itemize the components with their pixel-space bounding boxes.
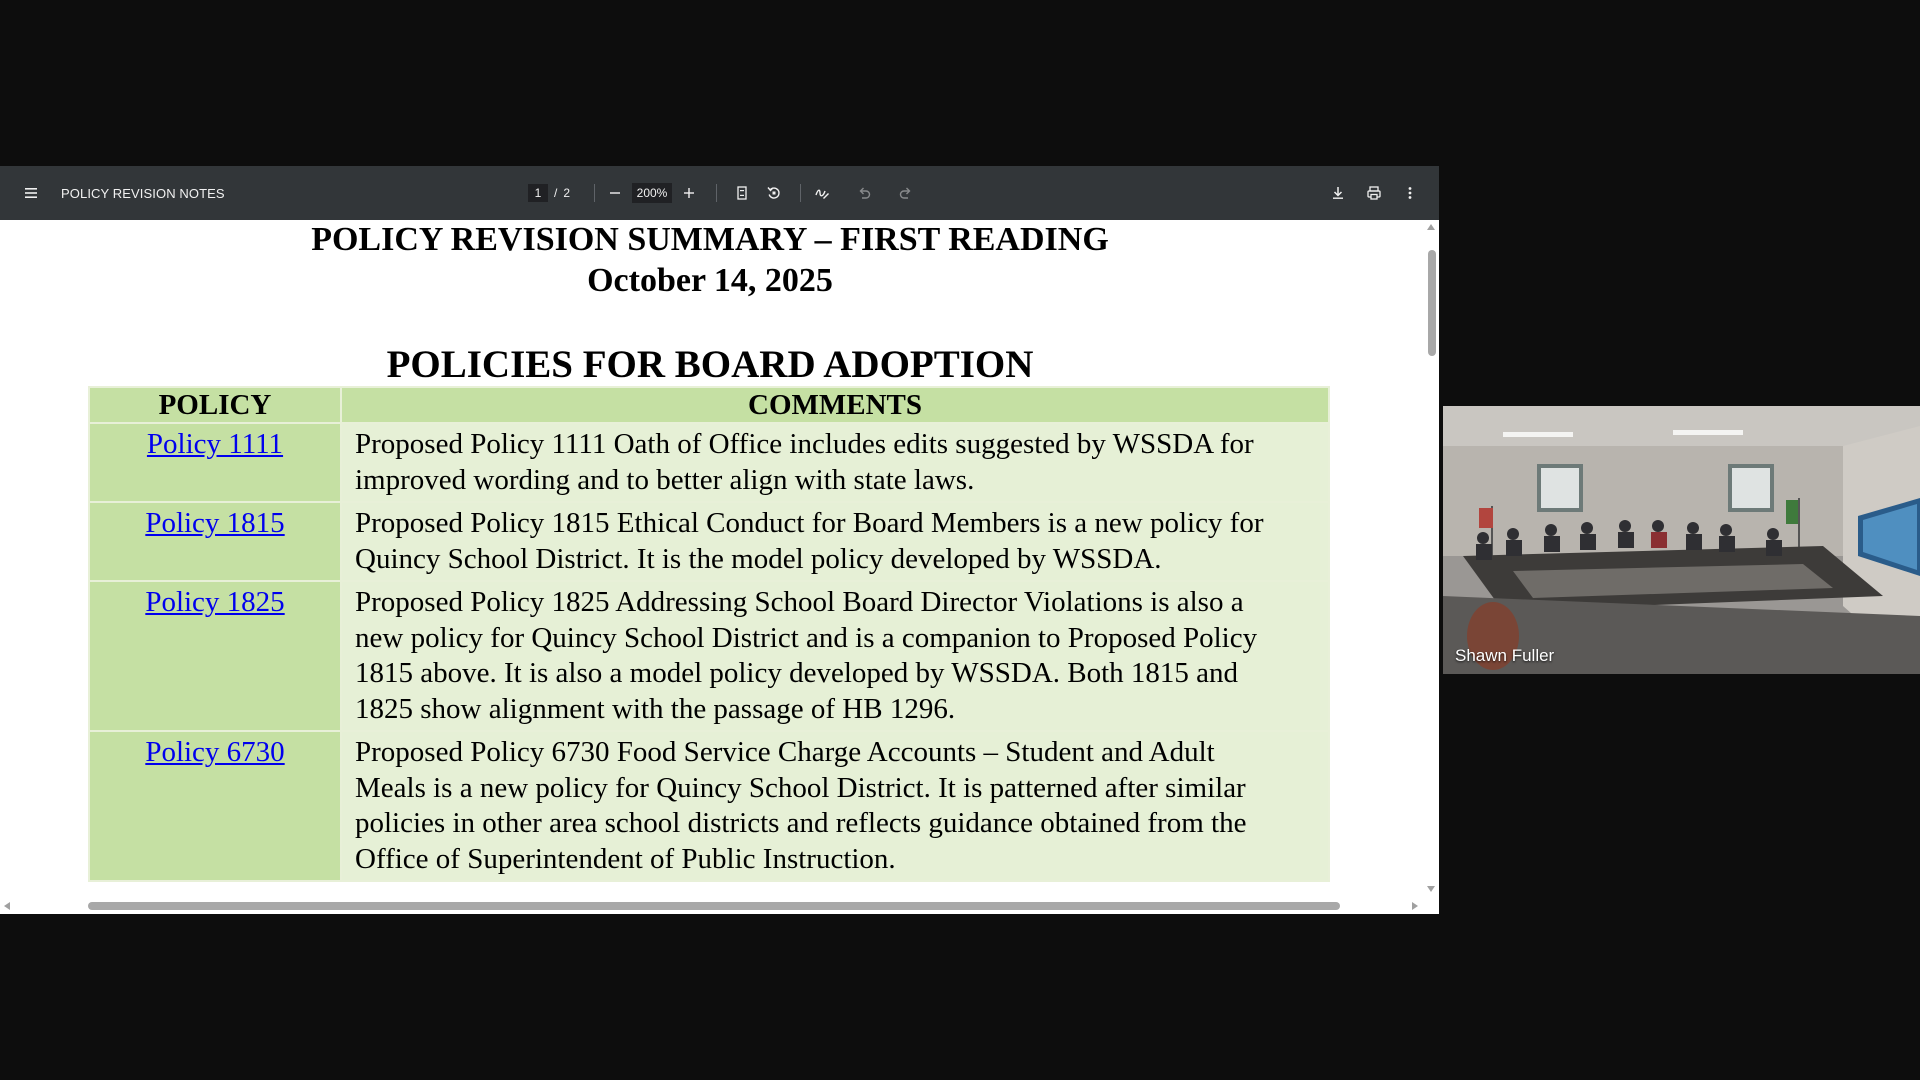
page-total: 2 — [563, 186, 571, 200]
policy-table — [88, 386, 1330, 882]
comment-line: Proposed Policy 1815 Ethical Conduct for Board Members is a new policy for — [355, 507, 1264, 539]
page-separator: / — [554, 186, 558, 200]
pdf-viewer — [0, 166, 1439, 914]
participant-video-tile[interactable] — [1443, 406, 1920, 674]
comment-cell — [341, 731, 1329, 881]
download-icon[interactable] — [1325, 180, 1351, 206]
page-number-input[interactable] — [528, 184, 548, 202]
redo-icon[interactable] — [893, 180, 919, 206]
document-date: October 14, 2025 — [587, 262, 833, 299]
scroll-down-arrow-icon[interactable] — [1427, 886, 1435, 892]
comment-cell — [341, 423, 1329, 502]
table-row — [89, 502, 1329, 581]
table-row — [89, 423, 1329, 502]
document-page — [0, 220, 1424, 896]
policy-link-1825[interactable]: Policy 1825 — [145, 586, 285, 618]
comment-line: Proposed Policy 6730 Food Service Charge Accounts – Student and Adult — [355, 736, 1215, 768]
policy-cell — [89, 502, 341, 581]
scroll-up-arrow-icon[interactable] — [1427, 224, 1435, 230]
comment-line: new policy for Quincy School District and is a companion to Proposed Policy — [355, 621, 1258, 654]
policy-cell — [89, 731, 341, 881]
comment-line: 1825 show alignment with the passage of HB 1296. — [355, 692, 956, 725]
horizontal-scroll-thumb[interactable] — [88, 902, 1340, 910]
zoom-out-icon[interactable] — [602, 180, 628, 206]
zoom-level-input[interactable] — [632, 183, 672, 203]
document-title: POLICY REVISION NOTES — [61, 185, 225, 201]
vertical-scrollbar[interactable] — [1424, 220, 1439, 896]
print-icon[interactable] — [1361, 180, 1387, 206]
section-heading: POLICIES FOR BOARD ADOPTION — [386, 343, 1034, 386]
table-header-row — [89, 387, 1329, 423]
comment-line: Office of Superintendent of Public Instruction. — [355, 842, 896, 875]
undo-icon[interactable] — [851, 180, 877, 206]
policy-link-6730[interactable]: Policy 6730 — [145, 736, 285, 768]
rotate-icon[interactable] — [761, 180, 787, 206]
policy-link-1111[interactable]: Policy 1111 — [146, 428, 284, 460]
comment-line: 1815 above. It is also a model policy developed by WSSDA. Both 1815 and — [355, 657, 1239, 689]
toolbar-divider — [800, 184, 801, 202]
policy-column-header: POLICY — [89, 387, 341, 423]
fit-page-icon[interactable] — [729, 180, 755, 206]
document-title-heading: POLICY REVISION SUMMARY – FIRST READING — [311, 221, 1109, 258]
annotate-icon[interactable] — [809, 180, 835, 206]
policy-cell — [89, 423, 341, 502]
zoom-in-icon[interactable] — [676, 180, 702, 206]
meeting-room-video-image — [1443, 406, 1920, 674]
menu-icon[interactable] — [18, 180, 44, 206]
toolbar-divider — [594, 184, 595, 202]
table-row — [89, 731, 1329, 881]
comment-line: policies in other area school districts and reflects guidance obtained from the — [355, 807, 1247, 839]
scroll-right-arrow-icon[interactable] — [1412, 902, 1418, 910]
comments-column-header: COMMENTS — [341, 387, 1329, 423]
vertical-scroll-thumb[interactable] — [1428, 250, 1436, 356]
comment-line: Meals is a new policy for Quincy School District. It is patterned after similar — [355, 771, 1246, 804]
more-options-icon[interactable] — [1397, 180, 1423, 206]
scroll-left-arrow-icon[interactable] — [4, 902, 10, 910]
horizontal-scrollbar[interactable] — [0, 896, 1424, 914]
participant-name-label: Shawn Fuller — [1455, 646, 1555, 665]
comment-cell — [341, 502, 1329, 581]
pdf-toolbar — [0, 166, 1439, 220]
comment-line: Proposed Policy 1111 Oath of Office includes edits suggested by WSSDA for — [355, 428, 1254, 460]
toolbar-divider — [716, 184, 717, 202]
comment-cell — [341, 581, 1329, 731]
comment-line: improved wording and to better align with state laws. — [355, 463, 975, 496]
comment-line: Proposed Policy 1825 Addressing School Board Director Violations is also a — [355, 586, 1244, 618]
comment-line: Quincy School District. It is the model policy developed by WSSDA. — [355, 542, 1162, 575]
policy-cell — [89, 581, 341, 731]
table-row — [89, 581, 1329, 731]
policy-link-1815[interactable]: Policy 1815 — [145, 507, 285, 539]
